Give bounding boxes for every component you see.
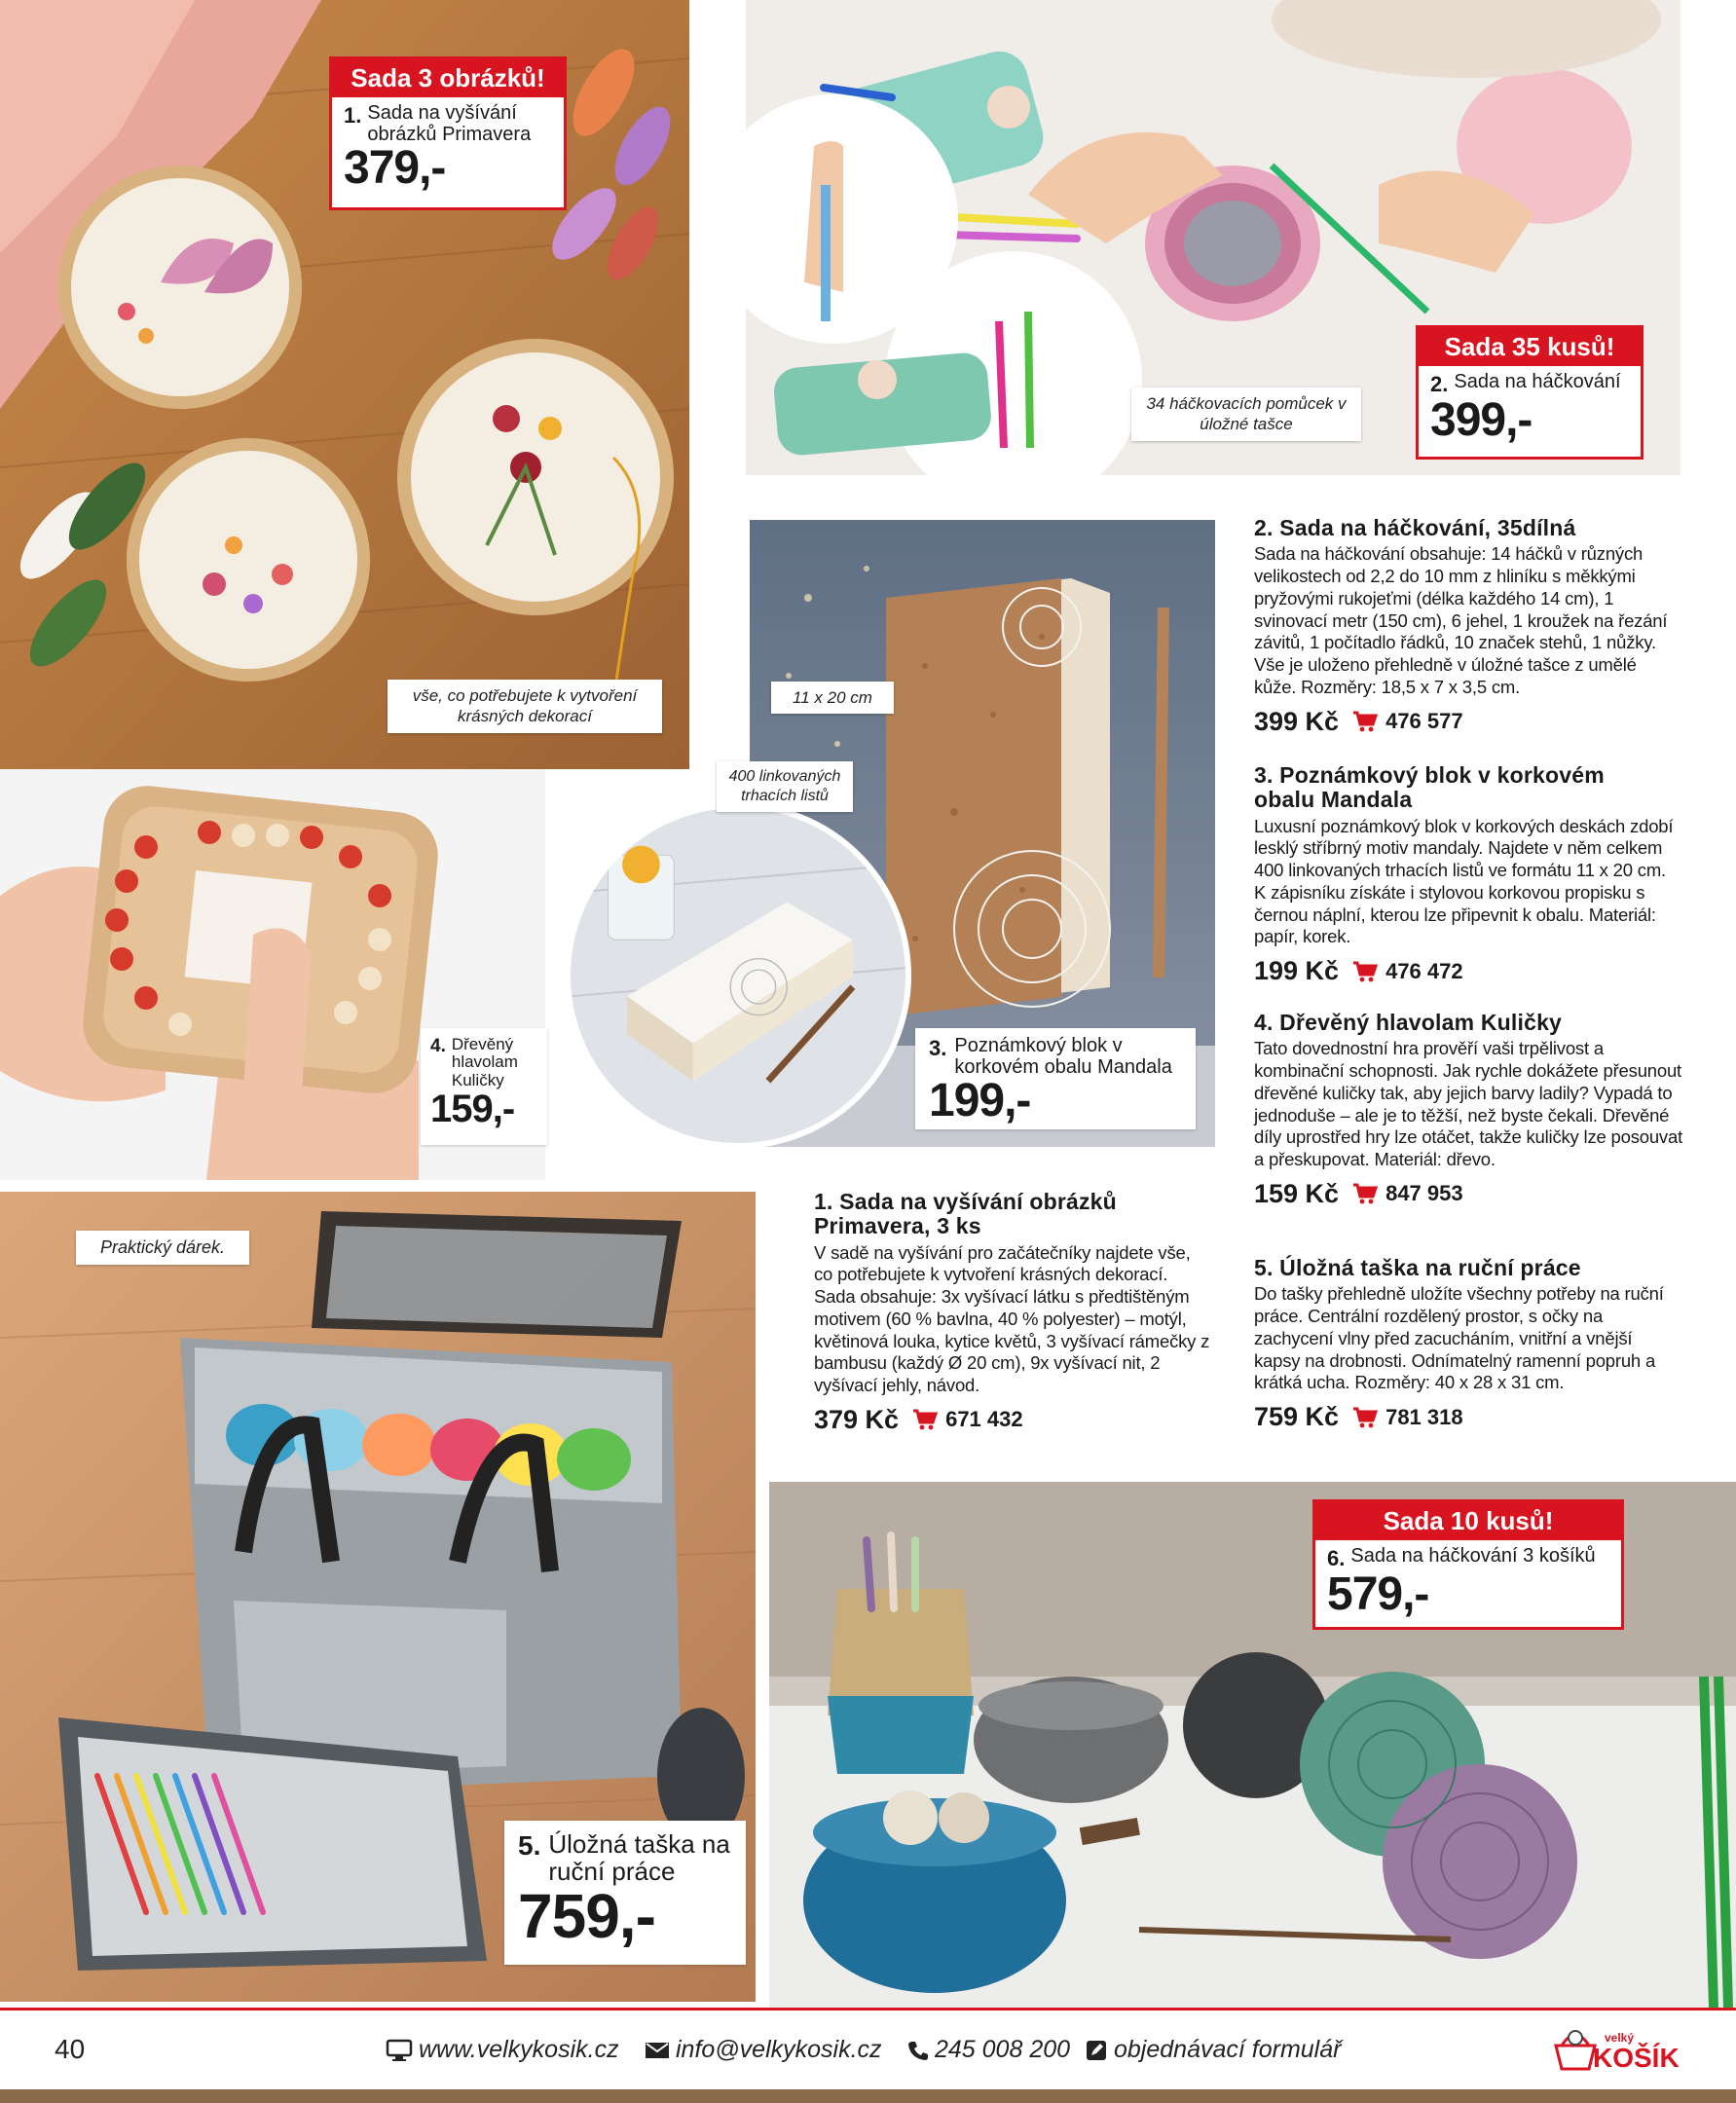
cart-icon[interactable] (1352, 961, 1378, 982)
product-price: 759 Kč (1254, 1402, 1340, 1432)
page-footer (0, 2008, 1736, 2089)
price-badge-2 (1416, 325, 1644, 460)
product-price: 199 Kč (1254, 956, 1340, 986)
product-number: 6. (1327, 1546, 1346, 1570)
product-text: Do tašky přehledně uložíte všechny potřeby na ruční práce. Centrální rozdělený prostor, s očky na zachycení vlny před zacucháním, vnitřní a vnější kapsy na drobnosti. Odnímatelný ramenní popruh a krátká ucha. Rozměry: 40 x 28 x 31 cm. (1254, 1283, 1664, 1393)
set-badge-label: Sada 10 kusů! (1315, 1502, 1621, 1540)
price-badge-6 (1312, 1499, 1624, 1630)
phone-number[interactable]: 245 008 200 (935, 2036, 1071, 2063)
product-name: Poznámkový blok v korkovém obalu Mandala (954, 1035, 1172, 1078)
product-price: 579,- (1327, 1568, 1429, 1620)
product-number: 2. (1430, 372, 1449, 396)
cart-icon[interactable] (1352, 711, 1378, 732)
caption-notebook-sheets: 400 linkovaných trhacích listů (717, 761, 853, 812)
photo-notebook-open (565, 802, 911, 1149)
product-number: 4. (430, 1036, 446, 1056)
product-price: 379 Kč (814, 1404, 900, 1434)
product-price: 399,- (1430, 394, 1533, 446)
product-price: 759,- (518, 1881, 655, 1952)
cart-icon[interactable] (912, 1409, 938, 1430)
order-form-link[interactable]: objednávací formulář (1114, 2036, 1342, 2063)
product-price: 399 Kč (1254, 706, 1340, 736)
product-description-1 (814, 1190, 1213, 1435)
product-price: 159,- (430, 1088, 515, 1131)
product-description-2 (1254, 516, 1682, 737)
product-number: 3. (929, 1036, 947, 1060)
product-price: 159 Kč (1254, 1178, 1340, 1208)
product-name: Dřevěný hlavolam Kuličky (451, 1035, 518, 1089)
product-text: Tato dovednostní hra prověří vaši trpělivost a kombinační schopnosti. Jak rychle dokážete přesunout dřevěné kuličky tak, aby jejich barvy ladily? Vypadá to jednoduše – ale je to těžší, než byste čekali. Dřevěné díly uprostřed hry lze otáčet, takže kuličky lze posouvat a přeskupovat. Materiál: dřevo. (1254, 1038, 1683, 1170)
product-number: 5. (518, 1830, 541, 1861)
page-number: 40 (55, 2034, 86, 2064)
product-name: Sada na vyšívání obrázků Primavera (367, 102, 532, 145)
order-code: 476 577 (1385, 709, 1463, 734)
footer-order-form[interactable] (1085, 2036, 1341, 2064)
bottom-photo-strip (0, 2089, 1736, 2103)
cart-icon[interactable] (1352, 1183, 1378, 1204)
edit-form-icon (1085, 2039, 1108, 2062)
product-text: V sadě na vyšívání pro začátečníky najdete vše, co potřebujete k vytvoření krásných dekorací. Sada obsahuje: 3x vyšívací látku s předtištěným motivem (60 % bavlna, 40 % polyester) – motýl, květinová louka, kytice květů, 3 vyšívací rámečky z bambusu (každý Ø 20 cm), 9x vyšívací nit, 2 vyšívací jehly, návod. (814, 1241, 1210, 1396)
order-code: 781 318 (1385, 1404, 1463, 1429)
monitor-icon (386, 2039, 413, 2062)
caption-bag: Praktický dárek. (76, 1231, 249, 1265)
email-link[interactable]: info@velkykosik.cz (676, 2036, 882, 2063)
product-price: 199,- (929, 1075, 1031, 1127)
set-badge-label: Sada 3 obrázků! (332, 59, 564, 97)
product-number: 1. (344, 103, 362, 128)
footer-email[interactable] (645, 2036, 882, 2064)
product-title: 5. Úložná taška na ruční práce (1254, 1255, 1581, 1280)
footer-web[interactable] (386, 2036, 619, 2064)
product-name: Sada na háčkování 3 košíků (1350, 1545, 1596, 1567)
caption-embroidery: vše, co potřebujete k vytvoření krásných dekorací (388, 680, 662, 733)
product-description-5 (1254, 1256, 1682, 1432)
cart-icon[interactable] (1352, 1407, 1378, 1428)
price-badge-1 (329, 56, 567, 210)
velky-kosik-logo[interactable] (1548, 2024, 1694, 2079)
product-name: Sada na háčkování (1454, 371, 1621, 392)
product-text: Luxusní poznámkový blok v korkových deskách zdobí lesklý stříbrný motiv mandaly. Najdete v něm celkem 400 linkovaných trhacích listů ve formátu 11 x 20 cm. K zápisníku získáte i stylovou korkovou propisku s černou náplní, kterou lze připevnit k obalu. Materiál: papír, korek. (1254, 815, 1674, 947)
logo-small-text: velký (1605, 2031, 1635, 2045)
caption-crochet-kit: 34 háčkovacích pomůcek v úložné tašce (1131, 387, 1361, 441)
product-price: 379,- (344, 142, 446, 195)
product-description-3 (1254, 763, 1682, 986)
product-title: 4. Dřevěný hlavolam Kuličky (1254, 1010, 1563, 1035)
product-title: 1. Sada na vyšívání obrázků Primavera, 3 ks (814, 1189, 1117, 1239)
order-code: 476 472 (1385, 958, 1463, 983)
caption-notebook-size: 11 x 20 cm (771, 682, 894, 714)
product-name: Úložná taška na ruční práce (548, 1829, 730, 1887)
set-badge-label: Sada 35 kusů! (1419, 328, 1641, 366)
footer-phone[interactable] (907, 2036, 1070, 2064)
product-description-4 (1254, 1011, 1682, 1209)
price-badge-4 (421, 1028, 547, 1145)
phone-icon (907, 2040, 929, 2061)
price-badge-5 (504, 1821, 746, 1965)
logo-big-text: KOŠÍK (1593, 2043, 1680, 2073)
product-text: Sada na háčkování obsahuje: 14 háčků v různých velikostech od 2,2 do 10 mm z hliníku s měkkými pryžovými rukojeťmi (délka každého 14 cm), 1 svinovací metr (150 cm), 6 jehel, 1 kroužek na řezání závitů, 1 počítadlo řádků, 10 značek stehů, 1 nůžky. Vše je uloženo přehledně v úložné tašce z umělé kůže. Rozměry: 18,5 x 7 x 3,5 cm. (1254, 543, 1668, 697)
product-title: 2. Sada na háčkování, 35dílná (1254, 515, 1576, 540)
envelope-icon (645, 2041, 670, 2060)
product-title: 3. Poznámkový blok v korkovém obalu Mandala (1254, 762, 1605, 813)
price-badge-3 (915, 1028, 1196, 1129)
order-code: 847 953 (1385, 1181, 1463, 1206)
order-code: 671 432 (945, 1407, 1023, 1432)
website-link[interactable]: www.velkykosik.cz (419, 2036, 619, 2063)
